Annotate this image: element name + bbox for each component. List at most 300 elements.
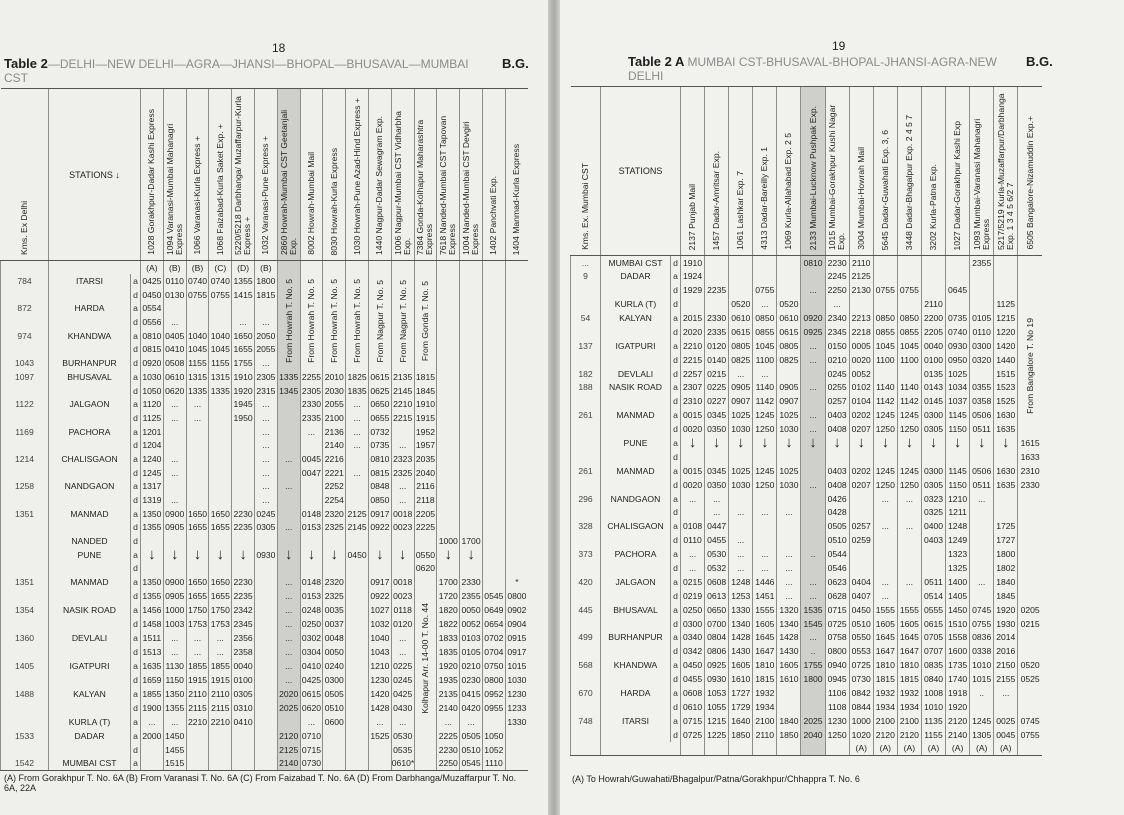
arr-dep-flag: d — [131, 743, 141, 757]
time-cell — [970, 700, 994, 714]
route-note-text: From Nagpur T. No. 5 — [374, 279, 385, 363]
time-cell: 0255 — [825, 381, 849, 395]
timetable-row — [1, 425, 529, 439]
time-cell: 0920 — [801, 311, 825, 325]
arr-dep-flag: a — [671, 519, 681, 533]
time-cell: 2335 — [301, 412, 322, 423]
page-number: 18 — [272, 41, 286, 55]
time-cell: 0120 — [705, 339, 729, 353]
time-cell: 0520 — [1018, 658, 1042, 672]
kms-value — [571, 589, 601, 603]
time-cell: 1820 — [437, 603, 460, 617]
time-cell: ... — [163, 315, 186, 329]
time-cell — [460, 521, 483, 535]
station-name: ITARSI — [49, 274, 131, 288]
table-title — [4, 57, 492, 85]
time-cell — [801, 297, 825, 311]
kms-value — [1, 743, 49, 757]
time-cell — [323, 562, 346, 576]
time-cell — [346, 743, 369, 757]
arr-dep-flag: d — [131, 562, 141, 576]
time-cell: 0750 — [482, 659, 505, 673]
timetable-row — [1, 493, 529, 507]
time-cell: 0300 — [323, 673, 346, 687]
time-cell — [921, 256, 945, 270]
time-cell — [505, 274, 528, 288]
time-cell — [1018, 631, 1042, 645]
time-cell — [970, 506, 994, 520]
time-cell — [482, 575, 505, 589]
down-arrow-icon: ↓ — [186, 548, 209, 562]
arr-dep-flag: d — [671, 450, 681, 464]
origin-code — [705, 742, 729, 756]
time-cell: 1647 — [753, 644, 777, 658]
time-cell: 0048 — [323, 631, 346, 645]
time-cell — [505, 729, 528, 743]
time-cell: 1920 — [946, 700, 970, 714]
time-cell: ... — [391, 715, 414, 729]
time-cell: 0650 — [705, 603, 729, 617]
station-name — [601, 506, 671, 520]
time-cell — [505, 534, 528, 548]
time-cell — [163, 302, 186, 316]
time-cell: 1040 — [368, 631, 391, 645]
time-cell: 0450 — [681, 658, 705, 672]
time-cell — [437, 329, 460, 343]
time-cell — [801, 269, 825, 283]
kms-value — [571, 325, 601, 339]
time-cell: 2216 — [324, 453, 344, 464]
time-cell: 1100 — [753, 353, 777, 367]
time-cell: 1535 — [801, 603, 825, 617]
train-name: 8030 Howrah-Kurla Express — [328, 147, 339, 255]
timetable-row — [1, 617, 529, 631]
time-cell: ... — [897, 519, 921, 533]
arr-dep-flag: a — [131, 452, 141, 466]
time-cell — [970, 367, 994, 381]
time-cell — [1018, 283, 1042, 297]
time-cell — [729, 283, 753, 297]
time-cell: 2030 — [324, 385, 344, 396]
time-cell: 1020 — [849, 728, 873, 742]
time-cell — [255, 631, 278, 645]
arr-dep-flag: d — [131, 617, 141, 631]
time-cell — [346, 631, 369, 645]
time-cell: 0735 — [370, 440, 390, 451]
time-cell: 1635 — [141, 659, 164, 673]
time-cell — [460, 329, 483, 343]
time-cell: 1045 — [753, 339, 777, 353]
time-cell — [300, 562, 323, 576]
time-cell: 0040 — [232, 659, 255, 673]
time-cell: 0725 — [825, 617, 849, 631]
route-note-text: From Bangalore T. No 19 — [1025, 317, 1036, 414]
table-label: Table 2 — [4, 56, 48, 71]
table-title — [628, 55, 1018, 83]
time-cell: ... — [186, 631, 209, 645]
time-cell — [277, 466, 300, 480]
time-cell — [277, 493, 300, 507]
time-cell: 2110 — [849, 256, 873, 270]
arr-dep-flag: d — [671, 256, 681, 270]
time-cell: 2118 — [414, 493, 437, 507]
time-cell — [777, 256, 801, 270]
station-name: DEVLALI — [601, 367, 671, 381]
timetable-row — [571, 283, 1043, 297]
kms-value: 1351 — [1, 575, 49, 589]
time-cell: 0810 — [142, 330, 162, 341]
time-cell: 1515 — [994, 367, 1018, 381]
train-name: 1030 Howrah-Pune Azad-Hind Express + — [351, 98, 362, 255]
kms-value: 445 — [571, 603, 601, 617]
time-cell: 0800 — [825, 644, 849, 658]
time-cell: 0556 — [142, 317, 162, 328]
kms-value: 1488 — [1, 687, 49, 701]
time-cell: 0310 — [232, 701, 255, 715]
kms-value: 499 — [571, 631, 601, 645]
time-cell: ... — [391, 645, 414, 659]
time-cell — [849, 506, 873, 520]
train-name: 1015 Mumbai-Gorakhpur Kushi Nagar Exp. — [827, 104, 847, 250]
time-cell: 1729 — [729, 700, 753, 714]
time-cell — [346, 673, 369, 687]
time-cell: 1915 — [186, 673, 209, 687]
time-cell: 0342 — [681, 644, 705, 658]
time-cell: 2320 — [324, 508, 344, 519]
timetable-row — [1, 411, 529, 425]
train-name: 7384 Gonda-Kolhapur Maharashtra Express — [415, 119, 435, 255]
time-cell — [255, 617, 278, 631]
time-cell: 0400 — [921, 519, 945, 533]
time-cell: 0450 — [142, 289, 162, 300]
time-cell: 1934 — [753, 700, 777, 714]
time-cell — [970, 519, 994, 533]
time-cell — [970, 269, 994, 283]
station-name: CHALISGAON — [49, 452, 131, 466]
station-name: MANMAD — [601, 408, 671, 422]
time-cell: 0855 — [753, 325, 777, 339]
time-cell: 1615 — [1018, 436, 1042, 450]
train-name: 1061 Lashkar Exp. 7 — [735, 171, 746, 250]
time-cell: 0450 — [347, 549, 367, 560]
time-cell: 2135 — [437, 687, 460, 701]
arr-dep-flag: d — [671, 283, 681, 297]
time-cell: 1250 — [897, 422, 921, 436]
time-cell: ... — [277, 631, 300, 645]
timetable-row — [571, 631, 1043, 645]
time-cell: 2205 — [921, 325, 945, 339]
station-name: KHANDWA — [49, 329, 131, 343]
time-cell: 1000 — [849, 714, 873, 728]
kms-value — [571, 450, 601, 464]
down-arrow-icon: ↓ — [277, 548, 300, 562]
time-cell — [849, 492, 873, 506]
time-cell: 1345 — [279, 385, 299, 396]
time-cell — [753, 533, 777, 547]
time-cell — [232, 480, 255, 494]
time-cell — [897, 561, 921, 575]
time-cell: 1455 — [165, 744, 185, 755]
time-cell: 0405 — [165, 330, 185, 341]
time-cell: 2230 — [438, 744, 458, 755]
time-cell: 0520 — [729, 297, 753, 311]
time-cell: 0225 — [705, 381, 729, 395]
time-cell: 0922 — [370, 590, 390, 601]
time-cell — [873, 547, 897, 561]
time-cell — [141, 562, 164, 576]
time-cell: 0715 — [681, 714, 705, 728]
arr-dep-flag: d — [131, 493, 141, 507]
time-cell: 1140 — [897, 381, 921, 395]
timetable-row — [571, 644, 1043, 658]
time-cell: 0905 — [777, 381, 801, 395]
time-cell: 0404 — [849, 575, 873, 589]
time-cell — [482, 356, 505, 370]
train-header — [849, 87, 873, 256]
time-cell: 0546 — [825, 561, 849, 575]
timetable-row — [1, 715, 529, 729]
time-cell: 2145 — [347, 522, 367, 533]
time-cell: 0755 — [187, 289, 208, 300]
time-cell: 2155 — [994, 672, 1018, 686]
time-cell: 0610 — [165, 371, 185, 382]
arr-dep-flag: a — [671, 269, 681, 283]
footnote: (A) To Howrah/Guwahati/Bhagalpur/Patna/Gorakhpur/Chhappra T. No. 6 — [572, 774, 860, 784]
time-cell: 0225 — [391, 659, 414, 673]
time-cell — [681, 506, 705, 520]
time-cell: 1248 — [729, 575, 753, 589]
time-cell — [300, 438, 323, 452]
time-cell: 0510 — [461, 744, 481, 755]
station-name — [49, 617, 131, 631]
kms-value — [1, 715, 49, 729]
time-cell — [505, 329, 528, 343]
kms-value — [1, 521, 49, 535]
time-cell: ... — [163, 466, 186, 480]
time-cell — [970, 547, 994, 561]
time-cell — [753, 519, 777, 533]
time-cell: ... — [255, 452, 278, 466]
station-name: NANDGAON — [49, 480, 131, 494]
stations-header: STATIONS ↓ — [49, 89, 141, 261]
time-cell: 0650 — [370, 399, 390, 410]
timetable-row — [1, 562, 529, 576]
kms-value — [571, 672, 601, 686]
time-cell: ... — [255, 425, 278, 439]
time-cell: 0740 — [187, 276, 208, 287]
time-cell: 0104 — [849, 394, 873, 408]
train-header — [681, 87, 705, 256]
time-cell: 1605 — [897, 617, 921, 631]
time-cell: 0950 — [946, 353, 970, 367]
kms-value: 54 — [571, 311, 601, 325]
time-cell — [729, 256, 753, 270]
time-cell — [505, 315, 528, 329]
timetable-row — [1, 589, 529, 603]
time-cell: 1320 — [777, 603, 801, 617]
train-header — [801, 87, 825, 256]
time-cell: 0725 — [849, 658, 873, 672]
time-cell — [505, 288, 528, 302]
station-name: KALYAN — [601, 311, 671, 325]
time-cell: 1650 — [187, 508, 208, 519]
time-cell — [163, 480, 186, 494]
kms-value: 296 — [571, 492, 601, 506]
time-cell — [777, 519, 801, 533]
down-arrow-icon: ↓ — [946, 436, 970, 450]
time-cell: 1045 — [210, 344, 230, 355]
time-cell: 1045 — [187, 344, 208, 355]
time-cell: ... — [705, 492, 729, 506]
time-cell: 1317 — [142, 481, 162, 492]
time-cell — [994, 492, 1018, 506]
arr-dep-flag: d — [671, 367, 681, 381]
arr-dep-flag: d — [671, 561, 681, 575]
time-cell — [346, 645, 369, 659]
kms-value: 188 — [571, 381, 601, 395]
time-cell: 0905 — [165, 590, 185, 601]
time-cell — [482, 411, 505, 425]
time-cell — [346, 493, 369, 507]
time-cell: 2200 — [921, 311, 945, 325]
time-cell: 1600 — [946, 644, 970, 658]
time-cell — [482, 493, 505, 507]
time-cell: 0148 — [301, 577, 322, 588]
timetable-row — [571, 450, 1043, 464]
time-cell — [873, 297, 897, 311]
time-cell — [346, 715, 369, 729]
time-cell: 1523 — [994, 381, 1018, 395]
kms-value: 261 — [571, 464, 601, 478]
time-cell: 2330 — [1018, 478, 1042, 492]
train-name: 1006 Nagpur-Mumbai CST Vidharbha Exp. — [392, 111, 412, 255]
time-cell — [482, 534, 505, 548]
time-cell: 2130 — [849, 283, 873, 297]
time-cell: 1515 — [163, 756, 186, 770]
time-cell — [482, 384, 505, 398]
time-cell — [163, 425, 186, 439]
time-cell: 1130 — [163, 659, 186, 673]
timetable-row — [571, 353, 1043, 367]
time-cell: 2110 — [186, 687, 209, 701]
arr-dep-flag: d — [131, 411, 141, 425]
time-cell — [946, 297, 970, 311]
timetable-row — [571, 339, 1043, 353]
time-cell — [437, 562, 460, 576]
time-cell: 1558 — [946, 631, 970, 645]
time-cell: 1605 — [777, 658, 801, 672]
time-cell — [255, 729, 278, 743]
time-cell: ... — [753, 547, 777, 561]
station-name: MUMBAI CST — [601, 256, 671, 270]
time-cell — [482, 288, 505, 302]
time-cell: 0045 — [301, 453, 322, 464]
time-cell: 0510 — [849, 617, 873, 631]
time-cell: 1110 — [482, 756, 505, 770]
arr-dep-flag: d — [131, 356, 141, 370]
time-cell: ... — [209, 645, 232, 659]
time-cell: 0145 — [921, 394, 945, 408]
station-name — [49, 343, 131, 357]
time-cell: 2235 — [233, 522, 253, 533]
down-arrow-icon: ↓ — [921, 436, 945, 450]
time-cell: 1220 — [994, 325, 1018, 339]
time-cell — [209, 425, 232, 439]
arr-dep-flag: a — [131, 715, 141, 729]
time-cell: 1910 — [415, 399, 436, 410]
time-cell: 0102 — [849, 381, 873, 395]
kms-value: 261 — [571, 408, 601, 422]
time-cell: 0047 — [301, 467, 322, 478]
timetable-row — [1, 329, 529, 343]
time-cell: 0930 — [705, 672, 729, 686]
time-cell: 0805 — [729, 339, 753, 353]
time-cell — [255, 302, 278, 316]
time-cell — [482, 562, 505, 576]
time-cell: 2225 — [438, 730, 458, 741]
time-cell — [460, 507, 483, 521]
time-cell — [209, 452, 232, 466]
time-cell: 0545 — [460, 756, 483, 770]
down-arrow-icon: ↓ — [323, 548, 346, 562]
time-cell: 0403 — [825, 464, 849, 478]
time-cell: 1120 — [141, 397, 164, 411]
timetable-row — [571, 686, 1043, 700]
time-cell: 2320 — [324, 577, 344, 588]
origin-code — [777, 742, 801, 756]
timetable-row — [1, 701, 529, 715]
time-cell: 0250 — [681, 603, 705, 617]
time-cell: 2125 — [347, 508, 367, 519]
down-arrow-icon: ↓ — [897, 436, 921, 450]
time-cell: 0015 — [681, 408, 705, 422]
time-cell: 1915 — [209, 673, 232, 687]
time-cell: 1040 — [187, 330, 208, 341]
time-cell: 2100 — [873, 714, 897, 728]
time-cell: 1319 — [142, 495, 162, 506]
time-cell: 1250 — [897, 478, 921, 492]
arr-dep-flag: a — [131, 507, 141, 521]
kms-value: 1533 — [1, 729, 49, 743]
time-cell: 1030 — [729, 422, 753, 436]
station-name: ITARSI — [601, 714, 671, 728]
time-cell: 1450 — [946, 603, 970, 617]
time-cell: 1647 — [873, 644, 897, 658]
time-cell: 0110 — [681, 533, 705, 547]
train-name: 1027 Dadar-Gorakhpur Kashi Exp — [952, 120, 963, 250]
time-cell — [277, 507, 300, 521]
time-cell — [777, 492, 801, 506]
time-cell — [482, 480, 505, 494]
time-cell: 0955 — [482, 701, 505, 715]
time-cell — [505, 756, 528, 770]
time-cell — [437, 356, 460, 370]
time-cell: 1655 — [233, 344, 253, 355]
time-cell — [460, 274, 483, 288]
time-cell: ... — [391, 493, 414, 507]
train-name: 1004 Nanded-Mumbai CST Devgiri Express — [461, 121, 481, 255]
time-cell: ... — [255, 493, 278, 507]
train-header — [482, 89, 505, 261]
time-cell: 0835 — [921, 658, 945, 672]
down-arrow-icon: ↓ — [849, 436, 873, 450]
time-cell — [460, 480, 483, 494]
time-cell: ... — [391, 438, 414, 452]
time-cell — [921, 450, 945, 464]
time-cell: 0505 — [323, 687, 346, 701]
time-cell — [255, 534, 278, 548]
train-header — [970, 87, 994, 256]
